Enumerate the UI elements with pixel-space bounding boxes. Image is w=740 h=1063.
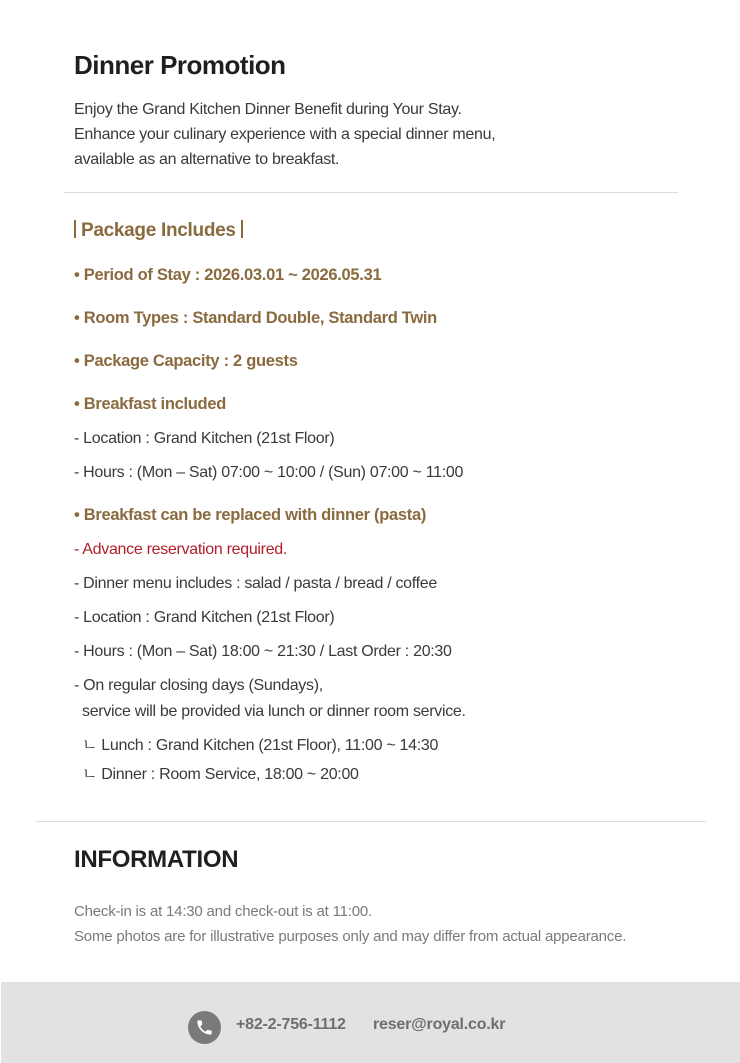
information-line: Check-in is at 14:30 and check-out is at 11:00. [74, 903, 372, 920]
dinner-option: ㄴ Dinner : Room Service, 18:00 ~ 20:00 [82, 766, 359, 783]
dinner-heading: • Breakfast can be replaced with dinner (pasta) [74, 506, 427, 524]
package-heading [74, 220, 243, 242]
closing-days-detail: service will be provided via lunch or dinner room service. [82, 703, 466, 720]
contact-footer [1, 982, 740, 1063]
closing-days-note: - On regular closing days (Sundays), [74, 677, 323, 694]
room-types: • Room Types : Standard Double, Standard Twin [74, 309, 437, 327]
section-divider [64, 192, 678, 193]
breakfast-heading: • Breakfast included [74, 395, 226, 413]
breakfast-location: - Location : Grand Kitchen (21st Floor) [74, 430, 335, 447]
breakfast-hours: - Hours : (Mon – Sat) 07:00 ~ 10:00 / (Sun) 07:00 ~ 11:00 [74, 464, 464, 481]
dinner-hours: - Hours : (Mon – Sat) 18:00 ~ 21:30 / Last Order : 20:30 [74, 643, 452, 660]
information-text [74, 899, 626, 949]
heading-bar-left [74, 220, 76, 238]
intro-line: available as an alternative to breakfast. [74, 151, 340, 168]
period-of-stay: • Period of Stay : 2026.03.01 ~ 2026.05.31 [74, 266, 382, 284]
heading-bar-right [241, 220, 243, 238]
email-link[interactable]: reser@royal.co.kr [373, 1016, 506, 1033]
advance-reservation-notice: - Advance reservation required. [74, 541, 288, 558]
lunch-option: ㄴ Lunch : Grand Kitchen (21st Floor), 11:00 ~ 14:30 [82, 737, 439, 754]
dinner-menu: - Dinner menu includes : salad / pasta / bread / coffee [74, 575, 437, 592]
section-divider [36, 821, 706, 822]
phone-icon [188, 1011, 221, 1044]
dinner-location: - Location : Grand Kitchen (21st Floor) [74, 609, 335, 626]
page-title: Dinner Promotion [74, 50, 286, 80]
information-title: INFORMATION [74, 846, 239, 873]
package-capacity: • Package Capacity : 2 guests [74, 352, 298, 370]
package-heading-label: Package Includes [80, 220, 236, 241]
phone-number-link[interactable]: +82-2-756-1112 [236, 1016, 346, 1033]
promotion-intro [74, 97, 674, 172]
intro-line: Enjoy the Grand Kitchen Dinner Benefit during Your Stay. [74, 101, 462, 118]
intro-line: Enhance your culinary experience with a special dinner menu, [74, 126, 496, 143]
information-line: Some photos are for illustrative purposes only and may differ from actual appearance. [74, 928, 627, 945]
